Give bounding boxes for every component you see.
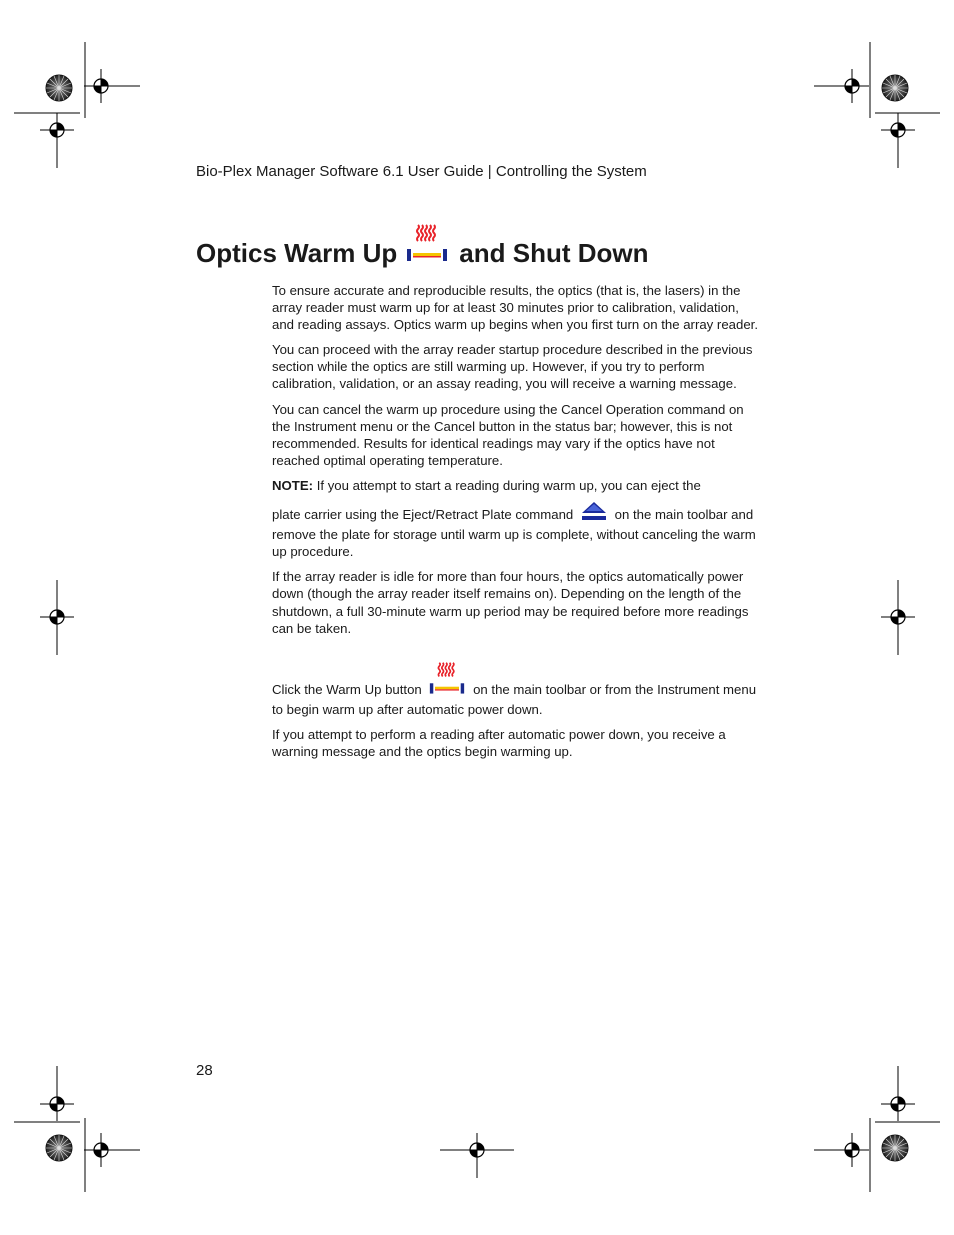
eject-icon: [580, 500, 608, 526]
warm-up-icon: [405, 223, 449, 272]
paragraph-idle: If the array reader is idle for more than four hours, the optics automatically power down (though the array reader itself remains on). Depending on the length of the shutdown, a full 30-minute warm up period may be required before more readings can be taken.: [272, 569, 749, 636]
paragraph-final: If you attempt to perform a reading after automatic power down, you receive a warning message and the optics begin warming up.: [272, 726, 726, 759]
note-after-icon: on the main toolbar and remove the plate for storage until warm up is complete, without canceling the warm up procedure.: [272, 507, 756, 560]
paragraph-1: To ensure accurate and reproducible results, the optics (that is, the lasers) in the array reader must warm up for at least 30 minutes prior to calibration, validation, and reading assays. Optics warm up begins when you first turn on the array reader.: [272, 283, 758, 333]
note: [272, 477, 760, 494]
warm-up-step: [272, 661, 760, 718]
warm-up-icon: [428, 661, 466, 701]
page-number: 28: [196, 1062, 213, 1079]
body-text: [272, 282, 760, 768]
note-label: NOTE:: [272, 477, 314, 493]
title-part-1: Optics Warm Up: [196, 238, 398, 268]
note-continuation: [272, 500, 760, 560]
title-part-2: and Shut Down: [459, 238, 649, 268]
warm-up-step-after: on the main toolbar or from the Instrument menu to begin warm up after automatic power down.: [272, 681, 757, 717]
warm-up-step-before: Click the Warm Up button: [272, 681, 422, 697]
running-head: Bio-Plex Manager Software 6.1 User Guide | Controlling the System: [196, 163, 647, 180]
paragraph-3: You can cancel the warm up procedure using the Cancel Operation command on the Instrument menu or the Cancel button in the status bar; however, this is not recommended. Results for identical readings may vary if the optics have not reached optimal operating temperature.: [272, 401, 744, 468]
section-title: [196, 232, 649, 274]
note-before-icon: plate carrier using the Eject/Retract Plate command: [272, 507, 574, 523]
paragraph-2: You can proceed with the array reader startup procedure described in the previous section while the optics are still warming up. However, if you try to perform calibration, validation, or an assay reading, you will receive a warning message.: [272, 342, 753, 392]
note-line-1: If you attempt to start a reading during warm up, you can eject the: [316, 477, 701, 493]
